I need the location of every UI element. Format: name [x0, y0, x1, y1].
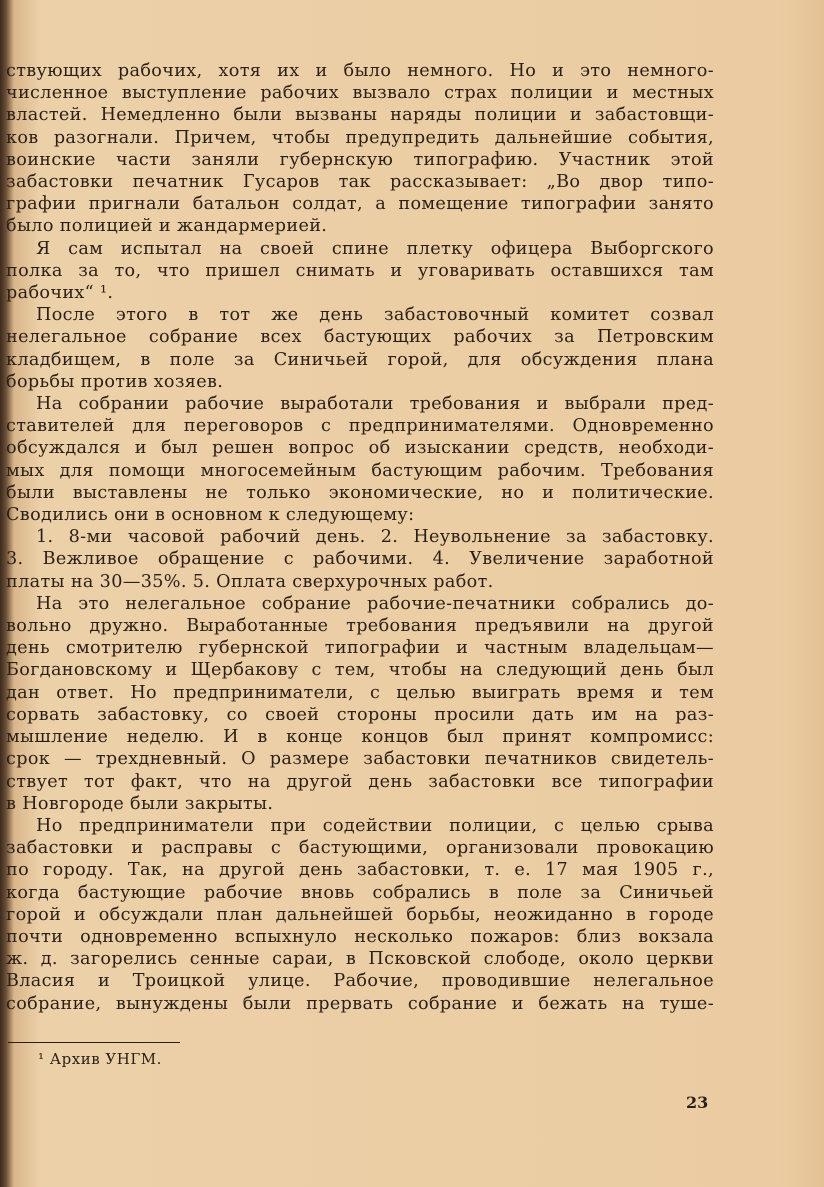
text-line: по городу. Так, на другой день забастовки, т. е. 17 мая 1905 г.,	[6, 860, 714, 881]
text-line: нелегальное собрание всех бастующих рабочих за Петровским	[6, 327, 714, 348]
text-line: графии пригнали батальон солдат, а помещение типографии занято	[6, 194, 714, 215]
text-line: забастовки печатник Гусаров так рассказывает: „Во двор типо-	[6, 172, 714, 193]
text-line: было полицией и жандармерией.	[6, 216, 328, 237]
text-line: мых для помощи многосемейным бастующим рабочим. Требования	[6, 460, 714, 481]
text-line: кладбищем, в поле за Синичьей горой, для обсуждения плана	[6, 349, 714, 370]
text-line: борьбы против хозяев.	[6, 371, 224, 392]
text-line: На это нелегальное собрание рабочие-печатники собрались до-	[36, 593, 714, 614]
text-line: когда бастующие рабочие вновь собрались в поле за Синичьей	[6, 882, 714, 903]
text-line: На собрании рабочие выработали требования и выбрали пред-	[36, 394, 714, 415]
body-text	[6, 60, 714, 1015]
text-line: собрание, вынуждены были прервать собрание и бежать на туше-	[6, 993, 714, 1014]
text-line: 1. 8-ми часовой рабочий день. 2. Неувольнение за забастовку.	[36, 527, 714, 548]
text-line: рабочих“ ¹.	[6, 283, 114, 304]
text-line: ствующих рабочих, хотя их и было немного. Но и это немного-	[6, 61, 714, 81]
text-line: были выставлены не только экономические, но и политические.	[6, 482, 714, 503]
text-line: обсуждался и был решен вопрос об изыскании средств, необходи-	[6, 438, 714, 459]
text-line: мышление неделю. И в конце концов был принят компромисс:	[6, 727, 714, 748]
footnote: ¹ Архив УНГМ.	[38, 1050, 162, 1068]
text-line: Богдановскому и Щербакову с тем, чтобы на следующий день был	[6, 660, 714, 681]
text-line: в Новгороде были закрыты.	[6, 793, 274, 814]
text-line: ков разогнали. Причем, чтобы предупредить дальнейшие события,	[6, 127, 714, 148]
text-line: Сводились они в основном к следующему:	[6, 505, 415, 526]
text-line: день смотрителю губернской типографии и частным владельцам—	[6, 638, 714, 659]
text-line: горой и обсуждали план дальнейшей борьбы, неожиданно в городе	[6, 904, 714, 925]
footnote-divider	[8, 1042, 180, 1043]
text-line: 3. Вежливое обращение с рабочими. 4. Увеличение заработной	[6, 549, 714, 570]
text-line: ствует тот факт, что на другой день забастовки все типографии	[6, 771, 714, 792]
text-line: После этого в тот же день забастовочный комитет созвал	[36, 305, 714, 326]
text-line: вольно дружно. Выработанные требования предъявили на другой	[6, 616, 714, 637]
text-line: дан ответ. Но предприниматели, с целью выиграть время и тем	[6, 682, 714, 703]
page-number: 23	[686, 1093, 709, 1112]
text-line: воинские части заняли губернскую типографию. Участник этой	[6, 149, 714, 170]
text-line: Власия и Троицкой улице. Рабочие, проводившие нелегальное	[6, 971, 714, 992]
text-line: властей. Немедленно были вызваны наряды полиции и забастовщи-	[6, 105, 714, 126]
text-line: Я сам испытал на своей спине плетку офицера Выборгского	[36, 238, 714, 259]
text-line: срок — трехдневный. О размере забастовки печатников свидетель-	[6, 749, 714, 770]
text-line: платы на 30—35%. 5. Оплата сверхурочных работ.	[6, 571, 494, 592]
text-line: забастовки и расправы с бастующими, организовали провокацию	[6, 838, 714, 859]
text-line: Но предприниматели при содействии полиции, с целью срыва	[36, 815, 714, 836]
text-line: численное выступление рабочих вызвало страх полиции и местных	[6, 83, 714, 104]
text-line: сорвать забастовку, со своей стороны просили дать им на раз-	[6, 704, 714, 725]
text-line: полка за то, что пришел снимать и уговаривать оставшихся там	[6, 260, 714, 281]
text-line: ж. д. загорелись сенные сараи, в Псковской слободе, около церкви	[6, 949, 714, 970]
text-line: ставителей для переговоров с предпринимателями. Одновременно	[6, 416, 714, 437]
text-line: почти одновременно вспыхнуло несколько пожаров: близ вокзала	[6, 926, 714, 947]
